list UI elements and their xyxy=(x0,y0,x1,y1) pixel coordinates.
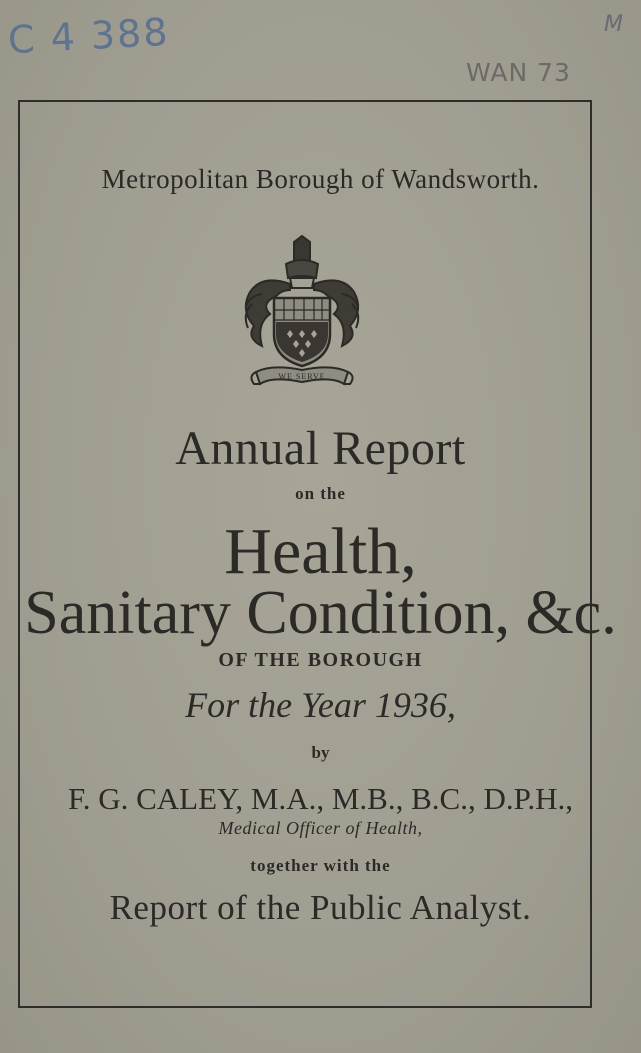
borough-heading: Metropolitan Borough of Wandsworth. xyxy=(101,164,540,194)
author-name: F. G. CALEY, M.A., M.B., B.C., D.P.H., xyxy=(67,781,574,816)
by-text: by xyxy=(311,743,330,762)
author-title: Medical Officer of Health, xyxy=(218,818,423,838)
of-the-borough-text: OF THE BOROUGH xyxy=(218,649,423,671)
corner-mark-annotation: M xyxy=(604,12,623,37)
report-title: Annual Report xyxy=(175,422,466,475)
on-the-text: on the xyxy=(295,484,346,503)
public-analyst-report: Report of the Public Analyst. xyxy=(109,888,532,927)
subject-sanitary-condition: Sanitary Condition, &c. xyxy=(24,579,617,647)
report-year: For the Year 1936, xyxy=(185,685,456,725)
crest-motto: WE SERVE xyxy=(278,372,326,381)
together-with-text: together with the xyxy=(250,856,391,875)
shelf-mark-annotation: WAN 73 xyxy=(466,58,571,87)
subject-health: Health, xyxy=(224,515,417,588)
catalog-number-annotation: C 4 388 xyxy=(6,9,171,63)
borough-crest-icon xyxy=(232,234,372,394)
